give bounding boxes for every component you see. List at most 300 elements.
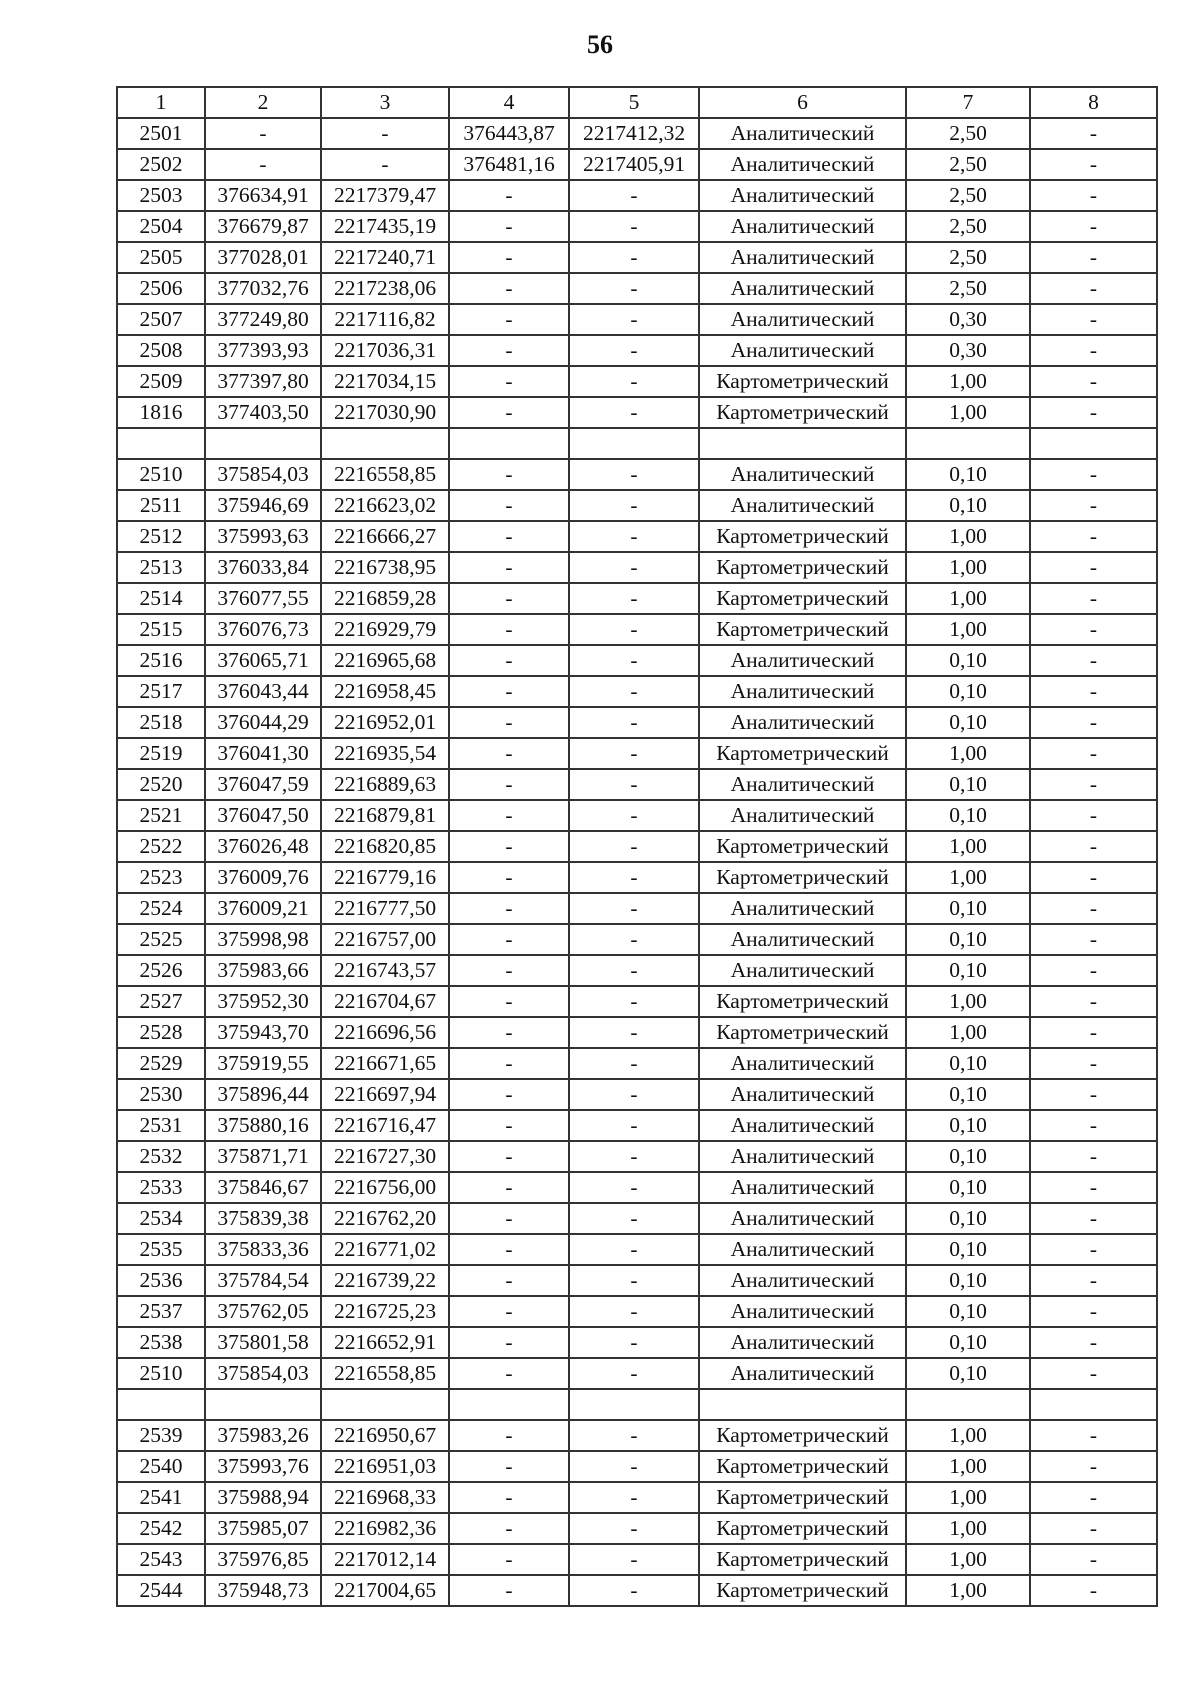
table-row xyxy=(117,149,1157,180)
table-cell: - xyxy=(569,304,699,335)
table-cell: 376047,50 xyxy=(205,800,321,831)
table-cell: 375854,03 xyxy=(205,1358,321,1389)
table-cell: 0,10 xyxy=(906,1172,1030,1203)
table-cell: - xyxy=(449,831,569,862)
table-cell: 376443,87 xyxy=(449,118,569,149)
table-cell: 2520 xyxy=(117,769,205,800)
table-cell: - xyxy=(569,707,699,738)
table-cell: - xyxy=(449,1234,569,1265)
table-cell: 377028,01 xyxy=(205,242,321,273)
table-cell: - xyxy=(205,149,321,180)
table-cell xyxy=(321,1389,449,1420)
table-cell: - xyxy=(1030,335,1157,366)
table-row xyxy=(117,769,1157,800)
table-row xyxy=(117,1420,1157,1451)
table-cell: 375943,70 xyxy=(205,1017,321,1048)
table-row xyxy=(117,552,1157,583)
table-cell: 0,10 xyxy=(906,1358,1030,1389)
table-cell: - xyxy=(569,831,699,862)
table-row xyxy=(117,118,1157,149)
table-cell: 1816 xyxy=(117,397,205,428)
table-cell: 375985,07 xyxy=(205,1513,321,1544)
table-cell xyxy=(117,428,205,459)
table-cell: - xyxy=(449,1296,569,1327)
table-cell: - xyxy=(1030,273,1157,304)
table-row xyxy=(117,1451,1157,1482)
table-row xyxy=(117,1079,1157,1110)
table-cell: Аналитический xyxy=(699,1234,906,1265)
table-cell: Аналитический xyxy=(699,645,906,676)
table-row xyxy=(117,1048,1157,1079)
table-cell: 2216743,57 xyxy=(321,955,449,986)
table-cell: 375993,63 xyxy=(205,521,321,552)
table-cell: - xyxy=(569,1048,699,1079)
table-cell: 2216929,79 xyxy=(321,614,449,645)
table-cell: 2510 xyxy=(117,1358,205,1389)
table-cell: 2217435,19 xyxy=(321,211,449,242)
table-cell: 0,10 xyxy=(906,1296,1030,1327)
table-cell: - xyxy=(1030,1482,1157,1513)
table-cell xyxy=(1030,1389,1157,1420)
table-cell: Аналитический xyxy=(699,769,906,800)
table-cell: 2217238,06 xyxy=(321,273,449,304)
table-cell: - xyxy=(1030,490,1157,521)
table-cell: 375880,16 xyxy=(205,1110,321,1141)
table-cell: 1,00 xyxy=(906,614,1030,645)
table-cell: 2216727,30 xyxy=(321,1141,449,1172)
table-cell: 2516 xyxy=(117,645,205,676)
table-cell: Аналитический xyxy=(699,1172,906,1203)
table-row xyxy=(117,1172,1157,1203)
table-row xyxy=(117,1482,1157,1513)
table-cell: Аналитический xyxy=(699,242,906,273)
table-cell: 2217036,31 xyxy=(321,335,449,366)
table-cell: 2519 xyxy=(117,738,205,769)
table-cell: 0,10 xyxy=(906,924,1030,955)
table-cell: - xyxy=(1030,1420,1157,1451)
table-cell: 2534 xyxy=(117,1203,205,1234)
table-cell: - xyxy=(569,552,699,583)
table-cell: 2216762,20 xyxy=(321,1203,449,1234)
table-cell: 2216965,68 xyxy=(321,645,449,676)
table-cell: 0,10 xyxy=(906,707,1030,738)
table-cell: 2537 xyxy=(117,1296,205,1327)
table-cell: 376481,16 xyxy=(449,149,569,180)
table-cell: - xyxy=(569,1513,699,1544)
table-cell: 377032,76 xyxy=(205,273,321,304)
table-row xyxy=(117,893,1157,924)
table-cell: - xyxy=(1030,986,1157,1017)
table-cell: 375976,85 xyxy=(205,1544,321,1575)
table-cell: - xyxy=(1030,1172,1157,1203)
table-cell: - xyxy=(1030,1575,1157,1606)
table-cell: - xyxy=(449,955,569,986)
table-cell: 2216738,95 xyxy=(321,552,449,583)
table-cell: - xyxy=(1030,1451,1157,1482)
table-cell: Аналитический xyxy=(699,149,906,180)
table-cell: - xyxy=(569,1296,699,1327)
table-cell: - xyxy=(449,366,569,397)
table-cell: Аналитический xyxy=(699,1110,906,1141)
table-cell: Картометрический xyxy=(699,1017,906,1048)
table-cell: 376076,73 xyxy=(205,614,321,645)
table-cell: 375762,05 xyxy=(205,1296,321,1327)
table-cell: 375998,98 xyxy=(205,924,321,955)
table-cell: - xyxy=(449,273,569,304)
table-cell: 2216716,47 xyxy=(321,1110,449,1141)
table-cell: - xyxy=(1030,1017,1157,1048)
table-cell: - xyxy=(1030,1079,1157,1110)
table-cell: - xyxy=(449,1451,569,1482)
table-cell: 0,30 xyxy=(906,335,1030,366)
table-cell: - xyxy=(569,1017,699,1048)
table-cell: - xyxy=(1030,583,1157,614)
table-cell: 2511 xyxy=(117,490,205,521)
table-cell: 376679,87 xyxy=(205,211,321,242)
table-cell: - xyxy=(449,986,569,1017)
table-cell xyxy=(699,1389,906,1420)
table-cell xyxy=(117,1389,205,1420)
table-cell: 1,00 xyxy=(906,1544,1030,1575)
table-cell: - xyxy=(569,1358,699,1389)
table-cell: 2544 xyxy=(117,1575,205,1606)
table-cell: - xyxy=(449,924,569,955)
table-cell: Картометрический xyxy=(699,583,906,614)
table-cell: 1,00 xyxy=(906,521,1030,552)
table-cell: 0,10 xyxy=(906,1141,1030,1172)
table-cell xyxy=(569,428,699,459)
table-row xyxy=(117,831,1157,862)
table-cell: 2216777,50 xyxy=(321,893,449,924)
table-cell: 2543 xyxy=(117,1544,205,1575)
table-cell: 0,30 xyxy=(906,304,1030,335)
table-cell: 2,50 xyxy=(906,273,1030,304)
table-cell: 0,10 xyxy=(906,1265,1030,1296)
table-cell: 2507 xyxy=(117,304,205,335)
table-cell: 2505 xyxy=(117,242,205,273)
table-row xyxy=(117,862,1157,893)
table-cell: Аналитический xyxy=(699,459,906,490)
table-cell: - xyxy=(449,180,569,211)
table-cell: 376033,84 xyxy=(205,552,321,583)
table-cell: 2535 xyxy=(117,1234,205,1265)
table-cell: 375952,30 xyxy=(205,986,321,1017)
table-cell: 2216950,67 xyxy=(321,1420,449,1451)
table-cell: - xyxy=(569,614,699,645)
table-cell: Картометрический xyxy=(699,366,906,397)
table-cell: 2217240,71 xyxy=(321,242,449,273)
table-cell: 2504 xyxy=(117,211,205,242)
table-cell: - xyxy=(569,769,699,800)
table-cell: - xyxy=(321,149,449,180)
table-cell: - xyxy=(205,118,321,149)
table-row xyxy=(117,1575,1157,1606)
table-cell: - xyxy=(449,1482,569,1513)
table-cell: - xyxy=(321,118,449,149)
table-cell: - xyxy=(1030,180,1157,211)
table-cell: - xyxy=(1030,1513,1157,1544)
table-cell: Картометрический xyxy=(699,1482,906,1513)
table-cell: 1,00 xyxy=(906,1017,1030,1048)
table-cell: 2542 xyxy=(117,1513,205,1544)
table-cell: - xyxy=(1030,893,1157,924)
table-cell: 0,10 xyxy=(906,490,1030,521)
table-cell: - xyxy=(449,1079,569,1110)
table-cell: 2216968,33 xyxy=(321,1482,449,1513)
table-cell: Картометрический xyxy=(699,862,906,893)
table-cell: 2501 xyxy=(117,118,205,149)
table-cell: - xyxy=(569,211,699,242)
table-cell: - xyxy=(449,1513,569,1544)
table-row xyxy=(117,955,1157,986)
table-cell: Картометрический xyxy=(699,1420,906,1451)
table-cell: - xyxy=(1030,676,1157,707)
table-row xyxy=(117,583,1157,614)
table-cell: 1,00 xyxy=(906,738,1030,769)
table-cell: - xyxy=(1030,1296,1157,1327)
table-cell: 1,00 xyxy=(906,1513,1030,1544)
table-cell: 2216704,67 xyxy=(321,986,449,1017)
table-cell: - xyxy=(569,1172,699,1203)
table-cell: Картометрический xyxy=(699,1575,906,1606)
table-cell: - xyxy=(449,676,569,707)
table-cell: - xyxy=(569,800,699,831)
table-cell: - xyxy=(1030,149,1157,180)
table-cell: - xyxy=(449,397,569,428)
table-cell: Аналитический xyxy=(699,304,906,335)
table-cell: - xyxy=(569,490,699,521)
table-cell: 2216739,22 xyxy=(321,1265,449,1296)
table-cell: 2539 xyxy=(117,1420,205,1451)
table-cell: 375988,94 xyxy=(205,1482,321,1513)
table-cell: - xyxy=(1030,769,1157,800)
table-cell: - xyxy=(1030,1048,1157,1079)
table-cell: - xyxy=(569,366,699,397)
table-cell: - xyxy=(1030,955,1157,986)
table-cell: 0,10 xyxy=(906,955,1030,986)
table-cell: - xyxy=(569,459,699,490)
table-cell: - xyxy=(1030,304,1157,335)
table-cell: - xyxy=(569,1265,699,1296)
table-cell: - xyxy=(569,583,699,614)
table-cell: 2216623,02 xyxy=(321,490,449,521)
table-cell: 1,00 xyxy=(906,862,1030,893)
table-cell: 2216671,65 xyxy=(321,1048,449,1079)
table-cell: - xyxy=(449,459,569,490)
table-cell: - xyxy=(1030,1265,1157,1296)
table-cell: 0,10 xyxy=(906,769,1030,800)
table-cell: - xyxy=(449,1141,569,1172)
table-cell: - xyxy=(569,862,699,893)
table-row xyxy=(117,614,1157,645)
table-cell: - xyxy=(569,1079,699,1110)
table-cell: 376065,71 xyxy=(205,645,321,676)
table-cell: 375946,69 xyxy=(205,490,321,521)
table-cell: 375948,73 xyxy=(205,1575,321,1606)
table-cell: 1,00 xyxy=(906,552,1030,583)
table-cell: Картометрический xyxy=(699,1513,906,1544)
table-cell: 0,10 xyxy=(906,1110,1030,1141)
column-header: 8 xyxy=(1030,87,1157,118)
table-row xyxy=(117,521,1157,552)
table-cell: Аналитический xyxy=(699,1265,906,1296)
table-cell: - xyxy=(569,1327,699,1358)
table-cell: - xyxy=(1030,614,1157,645)
table-row xyxy=(117,304,1157,335)
table-cell: Аналитический xyxy=(699,1079,906,1110)
table-cell: 375983,66 xyxy=(205,955,321,986)
table-cell: - xyxy=(449,707,569,738)
table-cell: 2216558,85 xyxy=(321,1358,449,1389)
table-cell: - xyxy=(1030,118,1157,149)
table-cell: - xyxy=(449,1203,569,1234)
table-cell: - xyxy=(449,1544,569,1575)
table-row xyxy=(117,1327,1157,1358)
table-cell: 2514 xyxy=(117,583,205,614)
column-header: 7 xyxy=(906,87,1030,118)
table-cell: 1,00 xyxy=(906,986,1030,1017)
header-row xyxy=(117,87,1157,118)
table-cell: Картометрический xyxy=(699,614,906,645)
table-cell: 2216558,85 xyxy=(321,459,449,490)
table-cell: 376041,30 xyxy=(205,738,321,769)
table-row xyxy=(117,1234,1157,1265)
table-cell xyxy=(1030,428,1157,459)
table-cell: Картометрический xyxy=(699,1544,906,1575)
table-cell: - xyxy=(449,552,569,583)
table-cell: 375839,38 xyxy=(205,1203,321,1234)
table-cell: - xyxy=(569,924,699,955)
table-cell: - xyxy=(569,676,699,707)
table-cell: 2216820,85 xyxy=(321,831,449,862)
table-cell: 2521 xyxy=(117,800,205,831)
table-cell: - xyxy=(1030,1203,1157,1234)
table-cell: 0,10 xyxy=(906,676,1030,707)
table-cell: 375871,71 xyxy=(205,1141,321,1172)
table-cell: 2517 xyxy=(117,676,205,707)
table-row xyxy=(117,1513,1157,1544)
table-cell: - xyxy=(449,1420,569,1451)
table-cell: Аналитический xyxy=(699,1203,906,1234)
table-cell: - xyxy=(569,955,699,986)
table-cell: - xyxy=(1030,862,1157,893)
table-cell: - xyxy=(1030,1234,1157,1265)
table-cell: 375833,36 xyxy=(205,1234,321,1265)
table-cell: 2216951,03 xyxy=(321,1451,449,1482)
table-cell: - xyxy=(449,1017,569,1048)
table-cell: Аналитический xyxy=(699,490,906,521)
table-cell: - xyxy=(449,490,569,521)
table-cell xyxy=(449,428,569,459)
table-cell: - xyxy=(569,1575,699,1606)
table-cell: 2216859,28 xyxy=(321,583,449,614)
table-row xyxy=(117,1265,1157,1296)
table-cell: 0,10 xyxy=(906,1327,1030,1358)
table-cell: 375854,03 xyxy=(205,459,321,490)
table-cell: 376044,29 xyxy=(205,707,321,738)
table-cell: 0,10 xyxy=(906,1234,1030,1265)
table-cell: 2508 xyxy=(117,335,205,366)
table-cell: - xyxy=(449,1327,569,1358)
table-cell: 2217034,15 xyxy=(321,366,449,397)
table-cell: - xyxy=(1030,397,1157,428)
table-cell: - xyxy=(449,583,569,614)
table-cell: - xyxy=(1030,924,1157,955)
table-cell: Картометрический xyxy=(699,831,906,862)
table-cell: 2216779,16 xyxy=(321,862,449,893)
table-cell: Аналитический xyxy=(699,1358,906,1389)
table-cell: - xyxy=(449,738,569,769)
table-cell: 2526 xyxy=(117,955,205,986)
table-cell xyxy=(321,428,449,459)
table-cell: 1,00 xyxy=(906,1451,1030,1482)
table-cell: Аналитический xyxy=(699,118,906,149)
table-cell: 2216952,01 xyxy=(321,707,449,738)
table-cell: 2216652,91 xyxy=(321,1327,449,1358)
table-cell: 2538 xyxy=(117,1327,205,1358)
table-cell: Аналитический xyxy=(699,893,906,924)
table-cell: 375784,54 xyxy=(205,1265,321,1296)
table-cell: 0,10 xyxy=(906,645,1030,676)
table-cell: Аналитический xyxy=(699,800,906,831)
table-cell: 2541 xyxy=(117,1482,205,1513)
table-cell: - xyxy=(1030,521,1157,552)
table-cell: 2532 xyxy=(117,1141,205,1172)
table-cell: - xyxy=(1030,552,1157,583)
table-cell: - xyxy=(1030,242,1157,273)
table-row xyxy=(117,242,1157,273)
table-row xyxy=(117,1544,1157,1575)
table-cell: 377397,80 xyxy=(205,366,321,397)
table-row xyxy=(117,738,1157,769)
table-cell: 2523 xyxy=(117,862,205,893)
table-cell: 2217412,32 xyxy=(569,118,699,149)
table-row xyxy=(117,1017,1157,1048)
table-cell: - xyxy=(1030,645,1157,676)
table-cell: 2216666,27 xyxy=(321,521,449,552)
table-cell: - xyxy=(449,893,569,924)
table-cell: - xyxy=(449,521,569,552)
table-cell: 2540 xyxy=(117,1451,205,1482)
table-cell: 377403,50 xyxy=(205,397,321,428)
table-row xyxy=(117,1110,1157,1141)
table-cell: 0,10 xyxy=(906,893,1030,924)
table-cell: 2513 xyxy=(117,552,205,583)
table-cell xyxy=(205,1389,321,1420)
table-cell: - xyxy=(569,1544,699,1575)
table-cell: - xyxy=(1030,366,1157,397)
table-cell: - xyxy=(569,1203,699,1234)
table-row xyxy=(117,273,1157,304)
table-cell: Аналитический xyxy=(699,1048,906,1079)
table-cell xyxy=(205,428,321,459)
table-cell: 377393,93 xyxy=(205,335,321,366)
table-cell: - xyxy=(569,738,699,769)
table-cell: - xyxy=(449,1358,569,1389)
table-cell: - xyxy=(1030,1544,1157,1575)
table-cell: Аналитический xyxy=(699,180,906,211)
table-cell: - xyxy=(569,521,699,552)
table-cell: 2216725,23 xyxy=(321,1296,449,1327)
table-cell: 2,50 xyxy=(906,211,1030,242)
table-cell: 2216756,00 xyxy=(321,1172,449,1203)
table-cell: Аналитический xyxy=(699,1296,906,1327)
table-cell: 1,00 xyxy=(906,1575,1030,1606)
table-cell: - xyxy=(569,273,699,304)
table-cell: 2528 xyxy=(117,1017,205,1048)
table-cell: 2510 xyxy=(117,459,205,490)
table-row xyxy=(117,490,1157,521)
